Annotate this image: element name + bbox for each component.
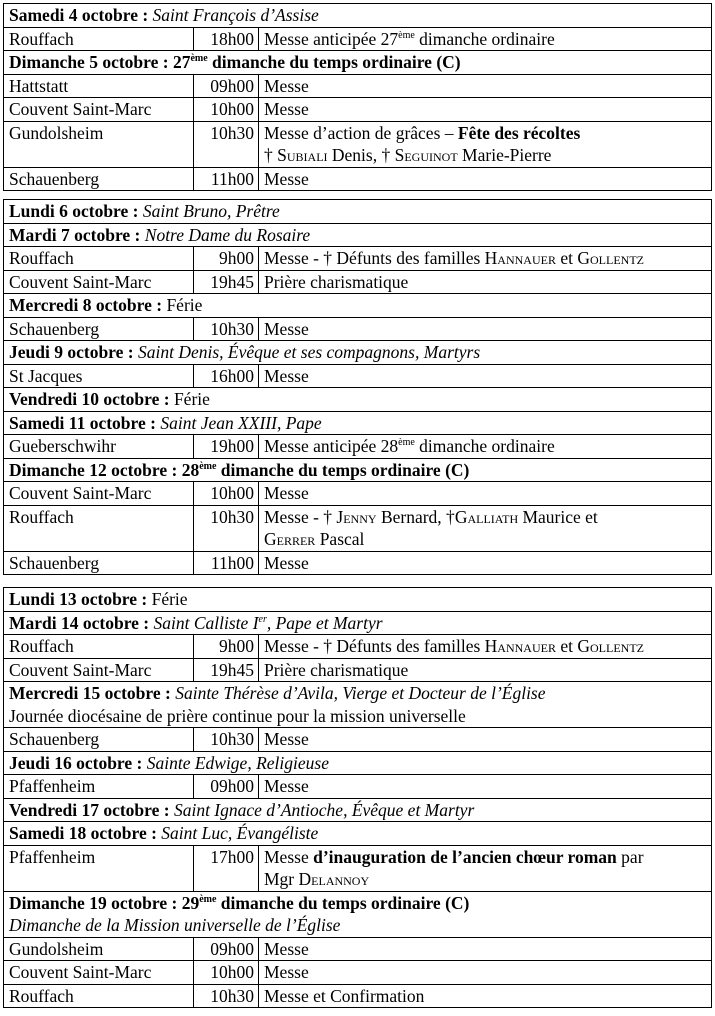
- day-header-row: [4, 388, 712, 412]
- day-heading: [4, 822, 712, 846]
- event-time: 11h00: [194, 167, 259, 191]
- text-segment: Férie: [162, 295, 203, 315]
- event-place: Gueberschwihr: [4, 435, 194, 459]
- event-time: 19h45: [194, 658, 259, 682]
- day-header-row: [4, 891, 712, 937]
- text-segment: Saint Denis, Évêque et ses compagnons, Martyrs: [137, 342, 481, 362]
- text-segment: Messe: [264, 99, 309, 119]
- text-segment: Prière charismatique: [264, 659, 409, 680]
- event-row: [4, 551, 712, 575]
- day-heading: [4, 341, 712, 365]
- event-place: Schauenberg: [4, 551, 194, 575]
- event-row: [4, 845, 712, 891]
- text-segment: Saint Luc, Évangéliste: [156, 823, 319, 843]
- text-segment: Vendredi 17 octobre :: [9, 799, 170, 820]
- day-heading: [4, 223, 712, 247]
- event-place: Schauenberg: [4, 167, 194, 191]
- text-segment: Messe: [264, 776, 309, 796]
- text-segment: Messe et Confirmation: [264, 985, 425, 1006]
- event-row: [4, 167, 712, 191]
- text-segment: Pascal: [315, 529, 365, 549]
- event-description: [259, 961, 712, 985]
- text-segment: Hannauer: [484, 636, 556, 656]
- event-place: Couvent Saint-Marc: [4, 482, 194, 506]
- day-heading: [4, 458, 712, 482]
- text-segment: Journée diocésaine de prière continue pour la mission universelle: [9, 705, 466, 726]
- event-row: [4, 74, 712, 98]
- text-segment: Messe: [264, 729, 309, 749]
- event-description: [259, 317, 712, 341]
- event-time: 10h30: [194, 728, 259, 752]
- event-description: [259, 247, 712, 271]
- event-time: 09h00: [194, 937, 259, 961]
- text-segment: Denis, †: [327, 145, 395, 165]
- text-segment: Messe: [264, 552, 309, 573]
- text-segment: Sainte Edwige, Religieuse: [142, 752, 329, 773]
- text-segment: Sainte Thérèse d’Avila, Vierge et Docteur de l’Église: [170, 683, 546, 703]
- day-header-row: [4, 682, 712, 728]
- event-time: 9h00: [194, 635, 259, 659]
- event-row: [4, 775, 712, 799]
- event-description: [259, 845, 712, 891]
- text-segment: et: [555, 636, 578, 656]
- text-segment: Saint Jean XXIII, Pape: [155, 412, 322, 433]
- event-row: [4, 317, 712, 341]
- text-segment: ème: [190, 53, 208, 64]
- text-segment: dimanche ordinaire: [414, 436, 555, 456]
- event-time: 10h30: [194, 505, 259, 551]
- event-place: Rouffach: [4, 635, 194, 659]
- event-time: 09h00: [194, 74, 259, 98]
- day-header-row: [4, 341, 712, 365]
- text-segment: Gollentz: [577, 248, 644, 268]
- text-segment: Mercredi 8 octobre :: [9, 295, 163, 315]
- text-segment: Saint Calliste I: [149, 612, 259, 633]
- event-description: [259, 98, 712, 122]
- event-description: [259, 121, 712, 167]
- event-row: [4, 270, 712, 294]
- event-row: [4, 98, 712, 122]
- event-time: 18h00: [194, 27, 259, 51]
- event-place: Couvent Saint-Marc: [4, 270, 194, 294]
- event-place: Couvent Saint-Marc: [4, 658, 194, 682]
- text-segment: Dimanche 12 octobre : 28: [9, 459, 200, 480]
- text-segment: Delannoy: [298, 869, 370, 889]
- event-row: [4, 635, 712, 659]
- text-segment: Dimanche 19 octobre : 29: [9, 892, 200, 913]
- event-place: Gundolsheim: [4, 937, 194, 961]
- text-segment: Messe - †: [264, 506, 337, 527]
- event-place: Rouffach: [4, 984, 194, 1008]
- text-segment: Mardi 14 octobre :: [9, 612, 150, 633]
- event-description: [259, 984, 712, 1008]
- day-header-row: [4, 294, 712, 318]
- event-description: [259, 635, 712, 659]
- text-segment: Messe - † Défunts des familles: [264, 636, 485, 656]
- day-header-row: [4, 51, 712, 75]
- text-segment: Jeudi 9 octobre :: [9, 342, 138, 362]
- event-time: 10h30: [194, 121, 259, 167]
- event-place: Schauenberg: [4, 728, 194, 752]
- event-row: [4, 937, 712, 961]
- day-header-row: [4, 200, 712, 224]
- day-heading: [4, 200, 712, 224]
- text-segment: Messe: [264, 938, 309, 959]
- text-segment: Messe anticipée 28: [264, 436, 399, 456]
- event-description: [259, 775, 712, 799]
- text-segment: dimanche du temps ordinaire (C): [216, 459, 470, 480]
- text-segment: Dimanche de la Mission universelle de l’Église: [9, 915, 341, 935]
- event-description: [259, 27, 712, 51]
- text-segment: Messe: [264, 483, 309, 503]
- text-segment: Subiali: [277, 145, 328, 165]
- event-description: [259, 551, 712, 575]
- text-segment: Mardi 7 octobre :: [9, 224, 141, 245]
- text-segment: Mercredi 15 octobre :: [9, 683, 171, 703]
- text-segment: Messe anticipée 27: [264, 28, 399, 49]
- text-segment: dimanche du temps ordinaire (C): [216, 892, 470, 913]
- event-description: [259, 435, 712, 459]
- event-time: 16h00: [194, 364, 259, 388]
- event-time: 11h00: [194, 551, 259, 575]
- text-segment: Saint François d’Assise: [148, 5, 319, 25]
- text-segment: Férie: [147, 589, 188, 609]
- text-segment: Messe: [264, 75, 309, 96]
- event-time: 10h30: [194, 317, 259, 341]
- event-time: 10h00: [194, 98, 259, 122]
- text-segment: Jeudi 16 octobre :: [9, 752, 143, 773]
- text-segment: er: [258, 613, 267, 625]
- event-time: 10h00: [194, 482, 259, 506]
- schedule-table-week-1: [3, 3, 712, 191]
- text-segment: ème: [398, 29, 415, 41]
- event-row: [4, 505, 712, 551]
- text-segment: Maurice et: [518, 506, 598, 527]
- text-segment: Seguinot: [394, 145, 458, 165]
- event-description: [259, 505, 712, 551]
- day-heading: [4, 798, 712, 822]
- event-time: 09h00: [194, 775, 259, 799]
- day-heading: [4, 751, 712, 775]
- day-heading: [4, 611, 712, 635]
- event-row: [4, 121, 712, 167]
- event-row: [4, 27, 712, 51]
- event-description: [259, 658, 712, 682]
- text-segment: Messe: [264, 365, 309, 386]
- text-segment: Lundi 6 octobre :: [9, 201, 139, 221]
- text-segment: Vendredi 10 octobre :: [9, 389, 170, 409]
- event-description: [259, 167, 712, 191]
- event-place: Schauenberg: [4, 317, 194, 341]
- event-row: [4, 728, 712, 752]
- event-time: 10h00: [194, 961, 259, 985]
- event-time: 10h30: [194, 984, 259, 1008]
- text-segment: ème: [199, 893, 217, 905]
- text-segment: Férie: [169, 389, 210, 409]
- event-place: St Jacques: [4, 364, 194, 388]
- text-segment: Messe: [264, 846, 314, 867]
- text-segment: Bernard, †: [376, 506, 455, 527]
- day-heading: [4, 388, 712, 412]
- text-segment: Messe: [264, 962, 309, 982]
- text-segment: Samedi 11 octobre :: [9, 412, 156, 433]
- day-header-row: [4, 751, 712, 775]
- event-description: [259, 364, 712, 388]
- text-segment: Hannauer: [484, 248, 556, 268]
- text-segment: par: [616, 846, 644, 867]
- text-segment: dimanche ordinaire: [414, 28, 555, 49]
- text-segment: et: [555, 248, 578, 268]
- day-heading: [4, 682, 712, 728]
- text-segment: Samedi 18 octobre :: [9, 823, 157, 843]
- text-segment: , Pape et Martyr: [266, 612, 383, 633]
- event-row: [4, 658, 712, 682]
- text-segment: Samedi 4 octobre :: [9, 5, 149, 25]
- event-place: Rouffach: [4, 505, 194, 551]
- event-place: Gundolsheim: [4, 121, 194, 167]
- day-header-row: [4, 4, 712, 28]
- day-heading: [4, 411, 712, 435]
- event-row: [4, 435, 712, 459]
- event-place: Rouffach: [4, 247, 194, 271]
- day-header-row: [4, 822, 712, 846]
- event-description: [259, 270, 712, 294]
- text-segment: †: [264, 145, 278, 165]
- event-place: Couvent Saint-Marc: [4, 961, 194, 985]
- event-description: [259, 937, 712, 961]
- day-header-row: [4, 798, 712, 822]
- day-header-row: [4, 588, 712, 612]
- day-heading: [4, 891, 712, 937]
- event-description: [259, 482, 712, 506]
- event-row: [4, 984, 712, 1008]
- day-header-row: [4, 223, 712, 247]
- text-segment: Messe d’action de grâces –: [264, 122, 458, 143]
- text-segment: Saint Ignace d’Antioche, Évêque et Martyr: [169, 799, 475, 820]
- day-header-row: [4, 458, 712, 482]
- text-segment: Lundi 13 octobre :: [9, 589, 148, 609]
- event-row: [4, 247, 712, 271]
- event-place: Rouffach: [4, 27, 194, 51]
- text-segment: Saint Bruno, Prêtre: [138, 201, 280, 221]
- event-row: [4, 364, 712, 388]
- event-row: [4, 482, 712, 506]
- text-segment: Messe: [264, 318, 309, 339]
- day-header-row: [4, 411, 712, 435]
- day-heading: [4, 51, 712, 75]
- event-time: 17h00: [194, 845, 259, 891]
- text-segment: Marie-Pierre: [457, 145, 552, 165]
- event-description: [259, 74, 712, 98]
- event-place: Pfaffenheim: [4, 775, 194, 799]
- event-place: Couvent Saint-Marc: [4, 98, 194, 122]
- text-segment: Galliath: [454, 506, 519, 527]
- text-segment: Gerrer: [264, 529, 316, 549]
- event-place: Hattstatt: [4, 74, 194, 98]
- schedule-table-week-3: [3, 587, 712, 1008]
- text-segment: Fête des récoltes: [457, 122, 581, 143]
- text-segment: Notre Dame du Rosaire: [140, 224, 311, 245]
- event-row: [4, 961, 712, 985]
- text-segment: d’inauguration de l’ancien chœur roman: [313, 846, 617, 867]
- day-header-row: [4, 611, 712, 635]
- text-segment: Messe: [264, 168, 309, 189]
- day-heading: [4, 4, 712, 28]
- event-time: 9h00: [194, 247, 259, 271]
- day-heading: [4, 294, 712, 318]
- text-segment: Jenny: [336, 506, 377, 527]
- event-place: Pfaffenheim: [4, 845, 194, 891]
- schedule-table-week-2: [3, 199, 712, 575]
- event-time: 19h00: [194, 435, 259, 459]
- text-segment: Dimanche 5 octobre : 27: [9, 52, 191, 72]
- text-segment: dimanche du temps ordinaire (C): [207, 52, 461, 72]
- text-segment: ème: [199, 460, 217, 472]
- text-segment: Mgr: [264, 869, 299, 889]
- day-heading: [4, 588, 712, 612]
- text-segment: Gollentz: [577, 636, 644, 656]
- event-time: 19h45: [194, 270, 259, 294]
- text-segment: Messe - † Défunts des familles: [264, 248, 485, 268]
- text-segment: ème: [398, 437, 415, 448]
- event-description: [259, 728, 712, 752]
- text-segment: Prière charismatique: [264, 271, 409, 292]
